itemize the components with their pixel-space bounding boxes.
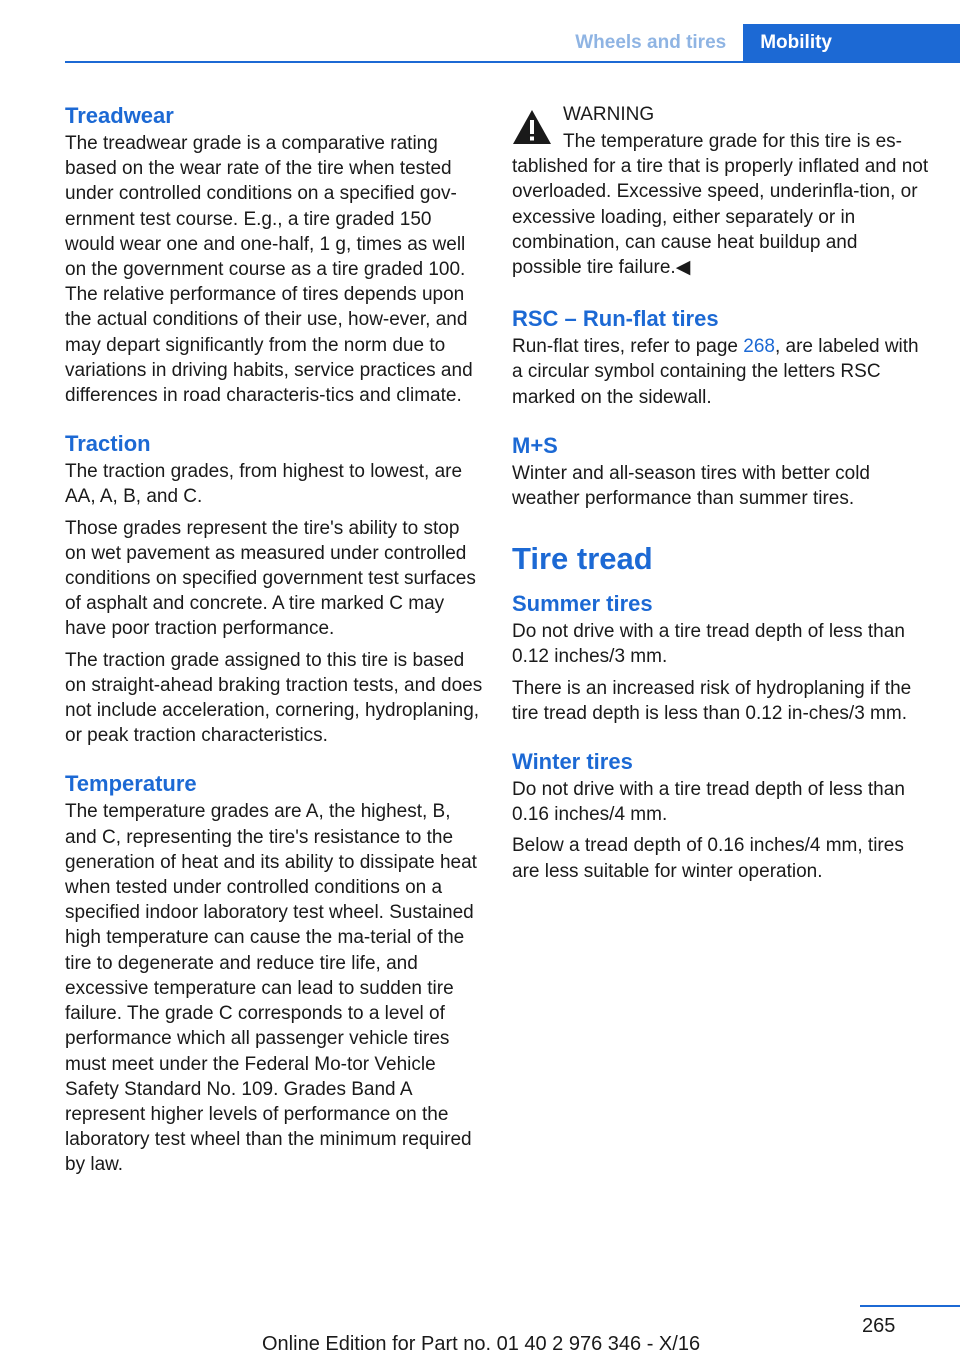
- summer-p1: Do not drive with a tire tread depth of less than 0.12 inches/3 mm.: [512, 621, 905, 668]
- page-number: 265: [862, 1315, 896, 1337]
- left-column: [65, 101, 483, 1178]
- rsc-text-before: Run-flat tires, refer to page: [512, 336, 744, 358]
- heading-summer-tires: Summer tires: [512, 591, 653, 617]
- subsection-summer-tires: [512, 589, 930, 726]
- heading-temperature: Temperature: [65, 771, 197, 797]
- winter-p1: Do not drive with a tire tread depth of less than 0.16 inches/4 mm.: [512, 779, 905, 826]
- heading-traction: Traction: [65, 431, 151, 457]
- traction-p2: Those grades represent the tire's ability to stop on wet pavement as measured under controlled conditions on specified government test surfaces of asphalt and concrete. A tire marked C may have poor traction performance.: [65, 517, 476, 640]
- section-treadwear: [65, 101, 483, 408]
- header-tabs: [553, 24, 960, 61]
- warning-text: tablished for a tire that is properly inflated and not overloaded. Excessive speed, underinfla-tion, or excessive loading, either separately or in combination, can cause heat buildup and possible tire failure.◀: [512, 156, 929, 279]
- header-rule: [65, 61, 960, 63]
- subsection-winter-tires: [512, 747, 930, 884]
- temperature-text: The temperature grades are A, the highest, B, and C, representing the tire's resistance to the generation of heat and its ability to dissipate heat when tested under controlled conditions on a specified indoor laboratory test wheel. Sustained high temperature can cause the ma-terial of the tire to degenerate and reduce tire life, and excessive temperature can lead to sudden tire failure. The grade C corresponds to a level of performance which all passenger vehicle tires must meet under the Federal Mo-tor Vehicle Safety Standard No. 109. Grades Band A represent higher levels of performance on the laboratory test wheel than the minimum required by law.: [65, 801, 477, 1176]
- warning-first-line: The temperature grade for this tire is es-: [563, 131, 902, 152]
- summer-p2: There is an increased risk of hydroplaning if the tire tread depth is less than 0.12 in-ches/3 mm.: [512, 677, 912, 724]
- section-ms: [512, 431, 930, 511]
- header-section-tab[interactable]: Wheels and tires: [575, 32, 727, 53]
- treadwear-text: The treadwear grade is a comparative rating based on the wear rate of the tire when tested under controlled conditions on a specified gov-ernment test course. E.g., a tire graded 150 would wear one and one-half, 1 g, times as well on the government course as a tire graded 100. The relative performance of tires depends upon the actual conditions of their use, how-ever, and may depart significantly from the norm due to variations in driving habits, service practices and differences in road characteris-tics and climate.: [65, 133, 473, 407]
- section-temperature: [65, 769, 483, 1177]
- heading-ms: M+S: [512, 432, 558, 458]
- heading-rsc: RSC – Run-flat tires: [512, 306, 719, 332]
- warning-box: [512, 101, 930, 280]
- traction-p3: The traction grade assigned to this tire is based on straight-ahead braking traction tests, and does not include acceleration, cornering, hydroplaning, or peak traction characteristics.: [65, 649, 483, 747]
- heading-treadwear: Treadwear: [65, 103, 174, 128]
- section-tire-tread: [512, 539, 930, 884]
- warning-title: WARNING: [563, 104, 655, 125]
- warning-triangle-icon: [512, 109, 552, 145]
- winter-p2: Below a tread depth of 0.16 inches/4 mm, tires are less suitable for winter operation.: [512, 835, 904, 882]
- traction-p1: The traction grades, from highest to lowest, are AA, A, B, and C.: [65, 461, 463, 508]
- heading-winter-tires: Winter tires: [512, 749, 633, 775]
- footer-edition: Online Edition for Part no. 01 40 2 976 346 - X/16: [262, 1333, 701, 1355]
- section-rsc: [512, 304, 930, 410]
- ms-text: Winter and all-season tires with better cold weather performance than summer tires.: [512, 462, 870, 510]
- footer-rule: [860, 1305, 960, 1307]
- right-column: [512, 101, 930, 884]
- rsc-text-after: , are labeled with a circular symbol containing the letters RSC marked on the sidewall.: [512, 336, 919, 408]
- header-chapter-tab[interactable]: Mobility: [743, 24, 960, 61]
- section-traction: [65, 429, 483, 748]
- rsc-text: [512, 334, 930, 410]
- heading-tire-tread: Tire tread: [512, 541, 653, 577]
- page-link-268[interactable]: 268: [743, 336, 775, 358]
